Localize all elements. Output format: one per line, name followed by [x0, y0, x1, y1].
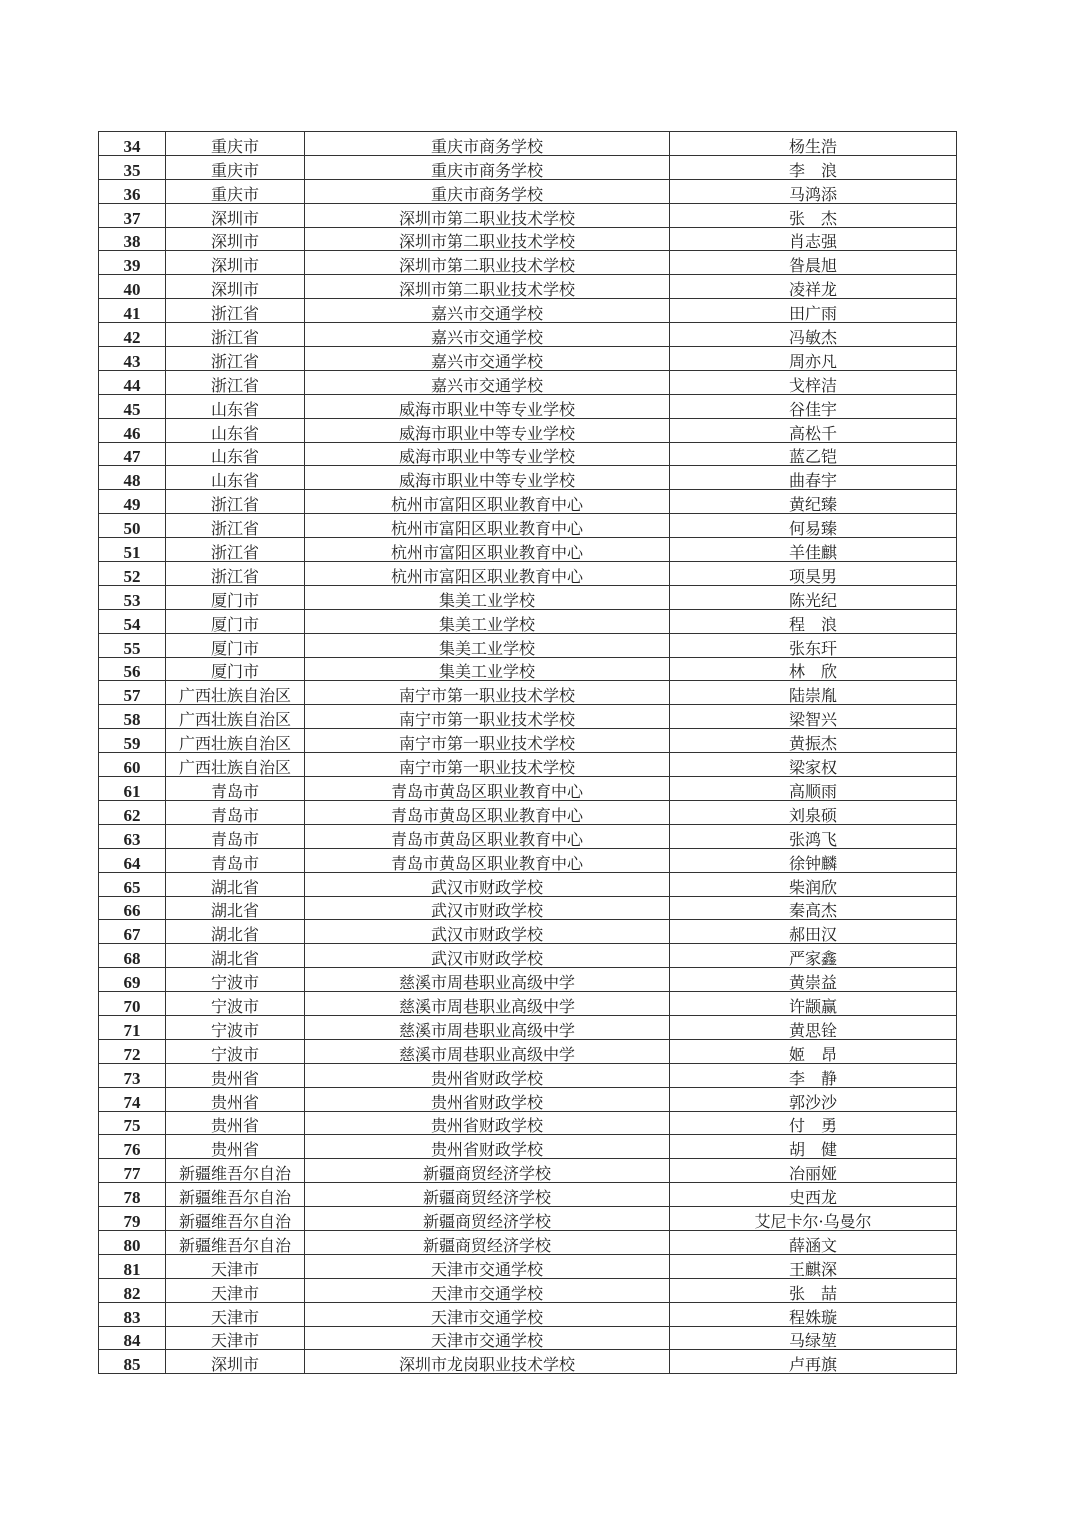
table-row [99, 800, 957, 824]
school-cell: 威海市职业中等专业学校 [305, 442, 670, 466]
row-number: 40 [99, 275, 166, 299]
school-cell: 天津市交通学校 [305, 1254, 670, 1278]
school-cell: 天津市交通学校 [305, 1278, 670, 1302]
region-cell: 广西壮族自治区 [166, 681, 305, 705]
school-cell: 天津市交通学校 [305, 1302, 670, 1326]
name-cell: 梁智兴 [670, 705, 957, 729]
table-row [99, 370, 957, 394]
winners-table [98, 131, 957, 1374]
table-row [99, 1350, 957, 1374]
table-row [99, 466, 957, 490]
row-number: 39 [99, 251, 166, 275]
region-cell: 厦门市 [166, 657, 305, 681]
school-cell: 集美工业学校 [305, 657, 670, 681]
table-row [99, 442, 957, 466]
region-cell: 宁波市 [166, 992, 305, 1016]
school-cell: 新疆商贸经济学校 [305, 1183, 670, 1207]
region-cell: 广西壮族自治区 [166, 753, 305, 777]
name-cell: 柴润欣 [670, 872, 957, 896]
table-row [99, 538, 957, 562]
school-cell: 深圳市第二职业技术学校 [305, 227, 670, 251]
table-row [99, 848, 957, 872]
name-cell: 薛涵文 [670, 1230, 957, 1254]
school-cell: 新疆商贸经济学校 [305, 1159, 670, 1183]
row-number: 80 [99, 1230, 166, 1254]
table-row [99, 1063, 957, 1087]
row-number: 81 [99, 1254, 166, 1278]
name-cell: 陈光纪 [670, 585, 957, 609]
name-cell: 冶丽娅 [670, 1159, 957, 1183]
table-row [99, 1111, 957, 1135]
name-cell: 胡 健 [670, 1135, 957, 1159]
school-cell: 威海市职业中等专业学校 [305, 394, 670, 418]
table-row [99, 347, 957, 371]
region-cell: 湖北省 [166, 872, 305, 896]
name-cell: 程 浪 [670, 609, 957, 633]
school-cell: 杭州市富阳区职业教育中心 [305, 490, 670, 514]
school-cell: 杭州市富阳区职业教育中心 [305, 514, 670, 538]
region-cell: 浙江省 [166, 323, 305, 347]
name-cell: 黄崇益 [670, 968, 957, 992]
school-cell: 嘉兴市交通学校 [305, 370, 670, 394]
school-cell: 南宁市第一职业技术学校 [305, 753, 670, 777]
region-cell: 厦门市 [166, 585, 305, 609]
name-cell: 马鸿添 [670, 179, 957, 203]
region-cell: 青岛市 [166, 777, 305, 801]
region-cell: 贵州省 [166, 1087, 305, 1111]
table-row [99, 1326, 957, 1350]
region-cell: 深圳市 [166, 275, 305, 299]
row-number: 64 [99, 848, 166, 872]
school-cell: 慈溪市周巷职业高级中学 [305, 1015, 670, 1039]
region-cell: 贵州省 [166, 1111, 305, 1135]
row-number: 52 [99, 562, 166, 586]
school-cell: 集美工业学校 [305, 585, 670, 609]
region-cell: 广西壮族自治区 [166, 729, 305, 753]
name-cell: 王麒深 [670, 1254, 957, 1278]
row-number: 78 [99, 1183, 166, 1207]
region-cell: 山东省 [166, 466, 305, 490]
row-number: 50 [99, 514, 166, 538]
school-cell: 贵州省财政学校 [305, 1135, 670, 1159]
name-cell: 何易臻 [670, 514, 957, 538]
region-cell: 贵州省 [166, 1063, 305, 1087]
name-cell: 史西龙 [670, 1183, 957, 1207]
region-cell: 湖北省 [166, 920, 305, 944]
region-cell: 贵州省 [166, 1135, 305, 1159]
row-number: 72 [99, 1039, 166, 1063]
row-number: 60 [99, 753, 166, 777]
region-cell: 浙江省 [166, 562, 305, 586]
table-row [99, 681, 957, 705]
row-number: 56 [99, 657, 166, 681]
name-cell: 卢再旗 [670, 1350, 957, 1374]
table-row [99, 609, 957, 633]
table-row [99, 705, 957, 729]
name-cell: 严家鑫 [670, 944, 957, 968]
school-cell: 重庆市商务学校 [305, 132, 670, 156]
row-number: 44 [99, 370, 166, 394]
region-cell: 宁波市 [166, 1015, 305, 1039]
name-cell: 郭沙沙 [670, 1087, 957, 1111]
school-cell: 杭州市富阳区职业教育中心 [305, 562, 670, 586]
school-cell: 南宁市第一职业技术学校 [305, 681, 670, 705]
table-row [99, 729, 957, 753]
table-row [99, 323, 957, 347]
school-cell: 重庆市商务学校 [305, 155, 670, 179]
name-cell: 蓝乙铠 [670, 442, 957, 466]
school-cell: 武汉市财政学校 [305, 920, 670, 944]
school-cell: 深圳市龙岗职业技术学校 [305, 1350, 670, 1374]
table-row [99, 490, 957, 514]
name-cell: 张 杰 [670, 203, 957, 227]
name-cell: 李 浪 [670, 155, 957, 179]
name-cell: 周亦凡 [670, 347, 957, 371]
row-number: 75 [99, 1111, 166, 1135]
name-cell: 杨生浩 [670, 132, 957, 156]
school-cell: 嘉兴市交通学校 [305, 299, 670, 323]
row-number: 67 [99, 920, 166, 944]
row-number: 37 [99, 203, 166, 227]
row-number: 47 [99, 442, 166, 466]
table-row [99, 824, 957, 848]
name-cell: 郝田汉 [670, 920, 957, 944]
table-row [99, 1278, 957, 1302]
row-number: 63 [99, 824, 166, 848]
region-cell: 天津市 [166, 1302, 305, 1326]
region-cell: 深圳市 [166, 251, 305, 275]
region-cell: 青岛市 [166, 848, 305, 872]
row-number: 76 [99, 1135, 166, 1159]
name-cell: 黄思铨 [670, 1015, 957, 1039]
table-row [99, 1159, 957, 1183]
name-cell: 曲春宇 [670, 466, 957, 490]
name-cell: 谷佳宇 [670, 394, 957, 418]
table-row [99, 394, 957, 418]
table-row [99, 944, 957, 968]
table-row [99, 227, 957, 251]
name-cell: 徐钟麟 [670, 848, 957, 872]
row-number: 83 [99, 1302, 166, 1326]
row-number: 73 [99, 1063, 166, 1087]
name-cell: 张 喆 [670, 1278, 957, 1302]
name-cell: 田广雨 [670, 299, 957, 323]
row-number: 71 [99, 1015, 166, 1039]
table-row [99, 1015, 957, 1039]
school-cell: 天津市交通学校 [305, 1326, 670, 1350]
name-cell: 高松千 [670, 418, 957, 442]
school-cell: 贵州省财政学校 [305, 1063, 670, 1087]
name-cell: 刘泉硕 [670, 800, 957, 824]
row-number: 68 [99, 944, 166, 968]
region-cell: 深圳市 [166, 203, 305, 227]
school-cell: 慈溪市周巷职业高级中学 [305, 992, 670, 1016]
row-number: 53 [99, 585, 166, 609]
school-cell: 慈溪市周巷职业高级中学 [305, 968, 670, 992]
table-row [99, 1230, 957, 1254]
name-cell: 陆崇胤 [670, 681, 957, 705]
region-cell: 山东省 [166, 394, 305, 418]
region-cell: 新疆维吾尔自治 [166, 1159, 305, 1183]
row-number: 41 [99, 299, 166, 323]
region-cell: 新疆维吾尔自治 [166, 1207, 305, 1231]
school-cell: 慈溪市周巷职业高级中学 [305, 1039, 670, 1063]
table-row [99, 1207, 957, 1231]
name-cell: 秦高杰 [670, 896, 957, 920]
table-row [99, 562, 957, 586]
row-number: 43 [99, 347, 166, 371]
table-row [99, 1183, 957, 1207]
row-number: 48 [99, 466, 166, 490]
row-number: 45 [99, 394, 166, 418]
region-cell: 青岛市 [166, 824, 305, 848]
table-row [99, 132, 957, 156]
school-cell: 重庆市商务学校 [305, 179, 670, 203]
row-number: 55 [99, 633, 166, 657]
region-cell: 深圳市 [166, 227, 305, 251]
row-number: 51 [99, 538, 166, 562]
table-row [99, 275, 957, 299]
name-cell: 羊佳麒 [670, 538, 957, 562]
name-cell: 许颛赢 [670, 992, 957, 1016]
school-cell: 青岛市黄岛区职业教育中心 [305, 800, 670, 824]
school-cell: 深圳市第二职业技术学校 [305, 251, 670, 275]
row-number: 46 [99, 418, 166, 442]
region-cell: 厦门市 [166, 609, 305, 633]
table-row [99, 633, 957, 657]
row-number: 82 [99, 1278, 166, 1302]
school-cell: 深圳市第二职业技术学校 [305, 275, 670, 299]
name-cell: 李 静 [670, 1063, 957, 1087]
row-number: 66 [99, 896, 166, 920]
row-number: 61 [99, 777, 166, 801]
school-cell: 武汉市财政学校 [305, 872, 670, 896]
row-number: 69 [99, 968, 166, 992]
region-cell: 新疆维吾尔自治 [166, 1183, 305, 1207]
table-row [99, 872, 957, 896]
row-number: 57 [99, 681, 166, 705]
table-row [99, 753, 957, 777]
table-row [99, 920, 957, 944]
row-number: 34 [99, 132, 166, 156]
table-row [99, 1087, 957, 1111]
school-cell: 威海市职业中等专业学校 [305, 466, 670, 490]
school-cell: 新疆商贸经济学校 [305, 1207, 670, 1231]
region-cell: 天津市 [166, 1326, 305, 1350]
table-row [99, 299, 957, 323]
table-row [99, 179, 957, 203]
table-row [99, 585, 957, 609]
table-row [99, 1302, 957, 1326]
school-cell: 贵州省财政学校 [305, 1111, 670, 1135]
region-cell: 重庆市 [166, 155, 305, 179]
school-cell: 嘉兴市交通学校 [305, 323, 670, 347]
table-row [99, 203, 957, 227]
region-cell: 青岛市 [166, 800, 305, 824]
name-cell: 马绿堃 [670, 1326, 957, 1350]
name-cell: 张东玕 [670, 633, 957, 657]
name-cell: 艾尼卡尔·乌曼尔 [670, 1207, 957, 1231]
region-cell: 山东省 [166, 442, 305, 466]
row-number: 74 [99, 1087, 166, 1111]
school-cell: 深圳市第二职业技术学校 [305, 203, 670, 227]
region-cell: 湖北省 [166, 944, 305, 968]
table-row [99, 1039, 957, 1063]
name-cell: 项昊男 [670, 562, 957, 586]
region-cell: 山东省 [166, 418, 305, 442]
table-row [99, 968, 957, 992]
region-cell: 浙江省 [166, 538, 305, 562]
school-cell: 贵州省财政学校 [305, 1087, 670, 1111]
region-cell: 浙江省 [166, 299, 305, 323]
school-cell: 青岛市黄岛区职业教育中心 [305, 777, 670, 801]
name-cell: 付 勇 [670, 1111, 957, 1135]
name-cell: 程姝璇 [670, 1302, 957, 1326]
school-cell: 武汉市财政学校 [305, 944, 670, 968]
name-cell: 林 欣 [670, 657, 957, 681]
table-row [99, 657, 957, 681]
school-cell: 青岛市黄岛区职业教育中心 [305, 824, 670, 848]
table-row [99, 1254, 957, 1278]
table-row [99, 896, 957, 920]
row-number: 62 [99, 800, 166, 824]
name-cell: 冯敏杰 [670, 323, 957, 347]
school-cell: 南宁市第一职业技术学校 [305, 729, 670, 753]
row-number: 65 [99, 872, 166, 896]
region-cell: 浙江省 [166, 514, 305, 538]
row-number: 36 [99, 179, 166, 203]
region-cell: 广西壮族自治区 [166, 705, 305, 729]
name-cell: 姬 昂 [670, 1039, 957, 1063]
region-cell: 浙江省 [166, 370, 305, 394]
row-number: 77 [99, 1159, 166, 1183]
name-cell: 梁家权 [670, 753, 957, 777]
table-body [99, 132, 957, 1374]
school-cell: 集美工业学校 [305, 633, 670, 657]
school-cell: 集美工业学校 [305, 609, 670, 633]
table-row [99, 418, 957, 442]
region-cell: 宁波市 [166, 968, 305, 992]
table-row [99, 514, 957, 538]
table-row [99, 155, 957, 179]
table-row [99, 251, 957, 275]
name-cell: 昝晨旭 [670, 251, 957, 275]
row-number: 84 [99, 1326, 166, 1350]
row-number: 79 [99, 1207, 166, 1231]
school-cell: 南宁市第一职业技术学校 [305, 705, 670, 729]
row-number: 54 [99, 609, 166, 633]
region-cell: 浙江省 [166, 490, 305, 514]
school-cell: 新疆商贸经济学校 [305, 1230, 670, 1254]
region-cell: 厦门市 [166, 633, 305, 657]
region-cell: 重庆市 [166, 179, 305, 203]
table-row [99, 777, 957, 801]
region-cell: 新疆维吾尔自治 [166, 1230, 305, 1254]
name-cell: 黄振杰 [670, 729, 957, 753]
school-cell: 威海市职业中等专业学校 [305, 418, 670, 442]
school-cell: 青岛市黄岛区职业教育中心 [305, 848, 670, 872]
region-cell: 重庆市 [166, 132, 305, 156]
table-row [99, 1135, 957, 1159]
row-number: 42 [99, 323, 166, 347]
name-cell: 高顺雨 [670, 777, 957, 801]
table-row [99, 992, 957, 1016]
row-number: 85 [99, 1350, 166, 1374]
row-number: 58 [99, 705, 166, 729]
name-cell: 黄纪臻 [670, 490, 957, 514]
name-cell: 凌祥龙 [670, 275, 957, 299]
region-cell: 天津市 [166, 1254, 305, 1278]
school-cell: 杭州市富阳区职业教育中心 [305, 538, 670, 562]
school-cell: 嘉兴市交通学校 [305, 347, 670, 371]
region-cell: 天津市 [166, 1278, 305, 1302]
row-number: 49 [99, 490, 166, 514]
region-cell: 湖北省 [166, 896, 305, 920]
row-number: 38 [99, 227, 166, 251]
name-cell: 张鸿飞 [670, 824, 957, 848]
region-cell: 宁波市 [166, 1039, 305, 1063]
row-number: 59 [99, 729, 166, 753]
school-cell: 武汉市财政学校 [305, 896, 670, 920]
name-cell: 戈梓洁 [670, 370, 957, 394]
name-cell: 肖志强 [670, 227, 957, 251]
row-number: 35 [99, 155, 166, 179]
region-cell: 深圳市 [166, 1350, 305, 1374]
row-number: 70 [99, 992, 166, 1016]
region-cell: 浙江省 [166, 347, 305, 371]
